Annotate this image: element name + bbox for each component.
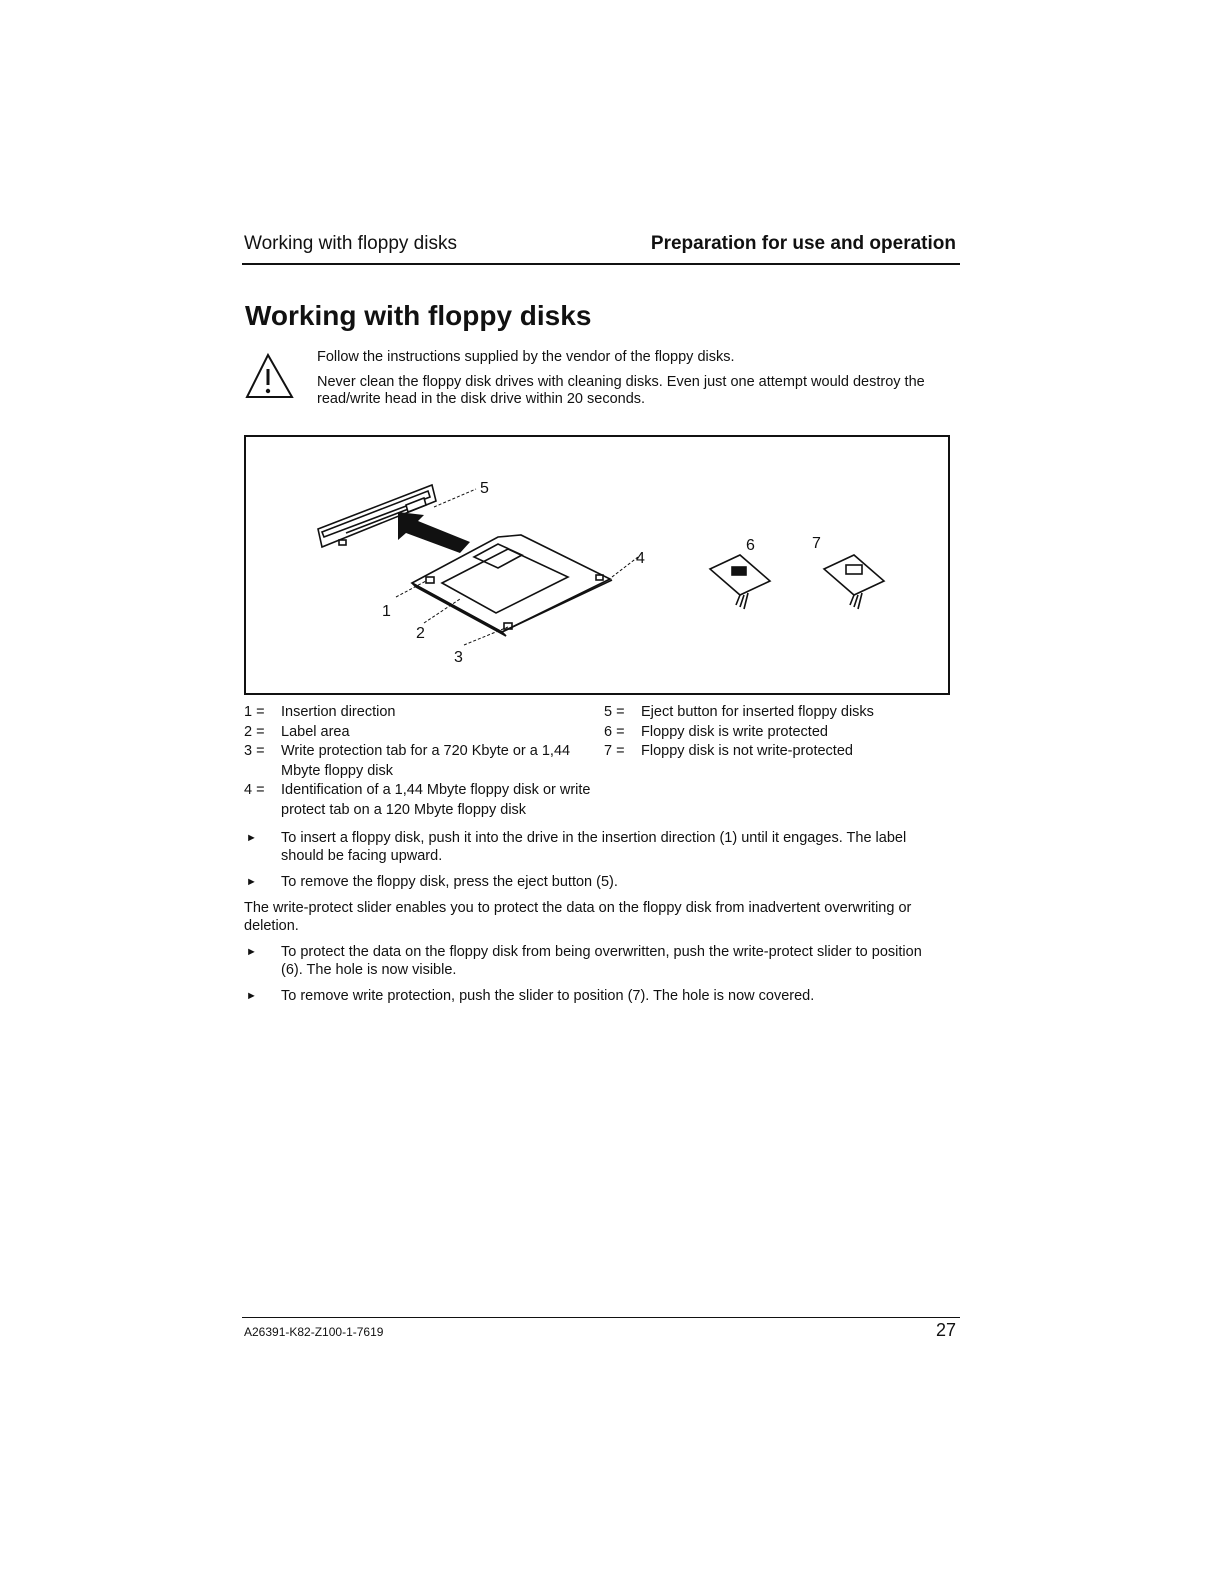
legend-number: 6 = — [604, 723, 625, 740]
warning-notice — [317, 349, 937, 416]
step-text: To protect the data on the floppy disk from being overwritten, push the write-protect slider to position (6). The hole is now visible. — [281, 944, 922, 978]
bullet-arrow-icon: ► — [246, 832, 257, 844]
legend-item — [604, 742, 944, 762]
legend-number: 1 = — [244, 704, 265, 720]
legend-text: Floppy disk is write protected — [641, 723, 828, 740]
bullet-arrow-icon: ► — [246, 990, 257, 1002]
legend-number: 5 = — [604, 704, 625, 720]
header-divider — [242, 263, 960, 265]
legend-number: 4 = — [244, 782, 265, 798]
floppy-disk-figure — [244, 435, 950, 695]
legend-item — [244, 723, 594, 743]
bullet-arrow-icon: ► — [246, 876, 257, 888]
bullet-arrow-icon: ► — [246, 946, 257, 958]
callout-label: 7 — [812, 535, 821, 552]
callout-label: 4 — [636, 550, 645, 567]
floppy-disk-icon — [412, 535, 612, 636]
instructions — [244, 829, 944, 1013]
legend-text: Insertion direction — [281, 704, 396, 720]
legend-item — [244, 703, 594, 723]
callout-label: 5 — [480, 480, 489, 497]
instruction-step — [244, 943, 944, 979]
warning-triangle-icon — [244, 352, 296, 400]
legend-item — [604, 703, 944, 723]
step-text: To remove the floppy disk, press the eject button (5). — [281, 874, 618, 890]
legend-item — [244, 781, 594, 820]
figure-legend-left — [244, 703, 594, 820]
insertion-arrow-icon — [398, 512, 470, 553]
footer-divider — [242, 1317, 960, 1318]
legend-text: Label area — [281, 723, 350, 740]
running-header — [242, 233, 960, 263]
legend-number: 2 = — [244, 723, 265, 740]
legend-text: Floppy disk is not write-protected — [641, 743, 853, 759]
callout-label: 3 — [454, 649, 463, 666]
figure-legend-right — [604, 703, 944, 762]
callout-label: 1 — [382, 603, 391, 620]
body-paragraph: The write-protect slider enables you to protect the data on the floppy disk from inadvertent overwriting or deletion. — [244, 900, 912, 934]
callout-label: 6 — [746, 537, 755, 554]
legend-text: Identification of a 1,44 Mbyte floppy disk or write protect tab on a 120 Mbyte floppy disk — [281, 782, 591, 818]
legend-item — [244, 742, 594, 781]
callout-label: 2 — [416, 625, 425, 642]
not-write-protected-slider-icon — [824, 555, 884, 609]
header-chapter-title: Preparation for use and operation — [650, 233, 956, 254]
warning-line: Follow the instructions supplied by the vendor of the floppy disks. — [317, 349, 735, 365]
instruction-step — [244, 829, 944, 865]
step-text: To remove write protection, push the slider to position (7). The hole is now covered. — [281, 988, 815, 1004]
legend-number: 3 = — [244, 743, 265, 759]
page-number: 27 — [935, 1320, 956, 1340]
write-protected-slider-icon — [710, 555, 770, 609]
instruction-step — [244, 987, 944, 1005]
legend-number: 7 = — [604, 743, 625, 759]
legend-item — [604, 723, 944, 743]
header-section-title: Working with floppy disks — [244, 233, 457, 254]
page-title: Working with floppy disks — [245, 300, 592, 331]
warning-line: Never clean the floppy disk drives with cleaning disks. Even just one attempt would destroy the read/write head in the disk drive within 20 seconds. — [317, 374, 925, 407]
instruction-step — [244, 873, 944, 891]
legend-text: Write protection tab for a 720 Kbyte or a 1,44 Mbyte floppy disk — [281, 743, 571, 779]
legend-text: Eject button for inserted floppy disks — [641, 704, 874, 720]
document-id: A26391-K82-Z100-1-7619 — [244, 1325, 384, 1339]
step-text: To insert a floppy disk, push it into the drive in the insertion direction (1) until it engages. The label should be facing upward. — [281, 830, 907, 864]
